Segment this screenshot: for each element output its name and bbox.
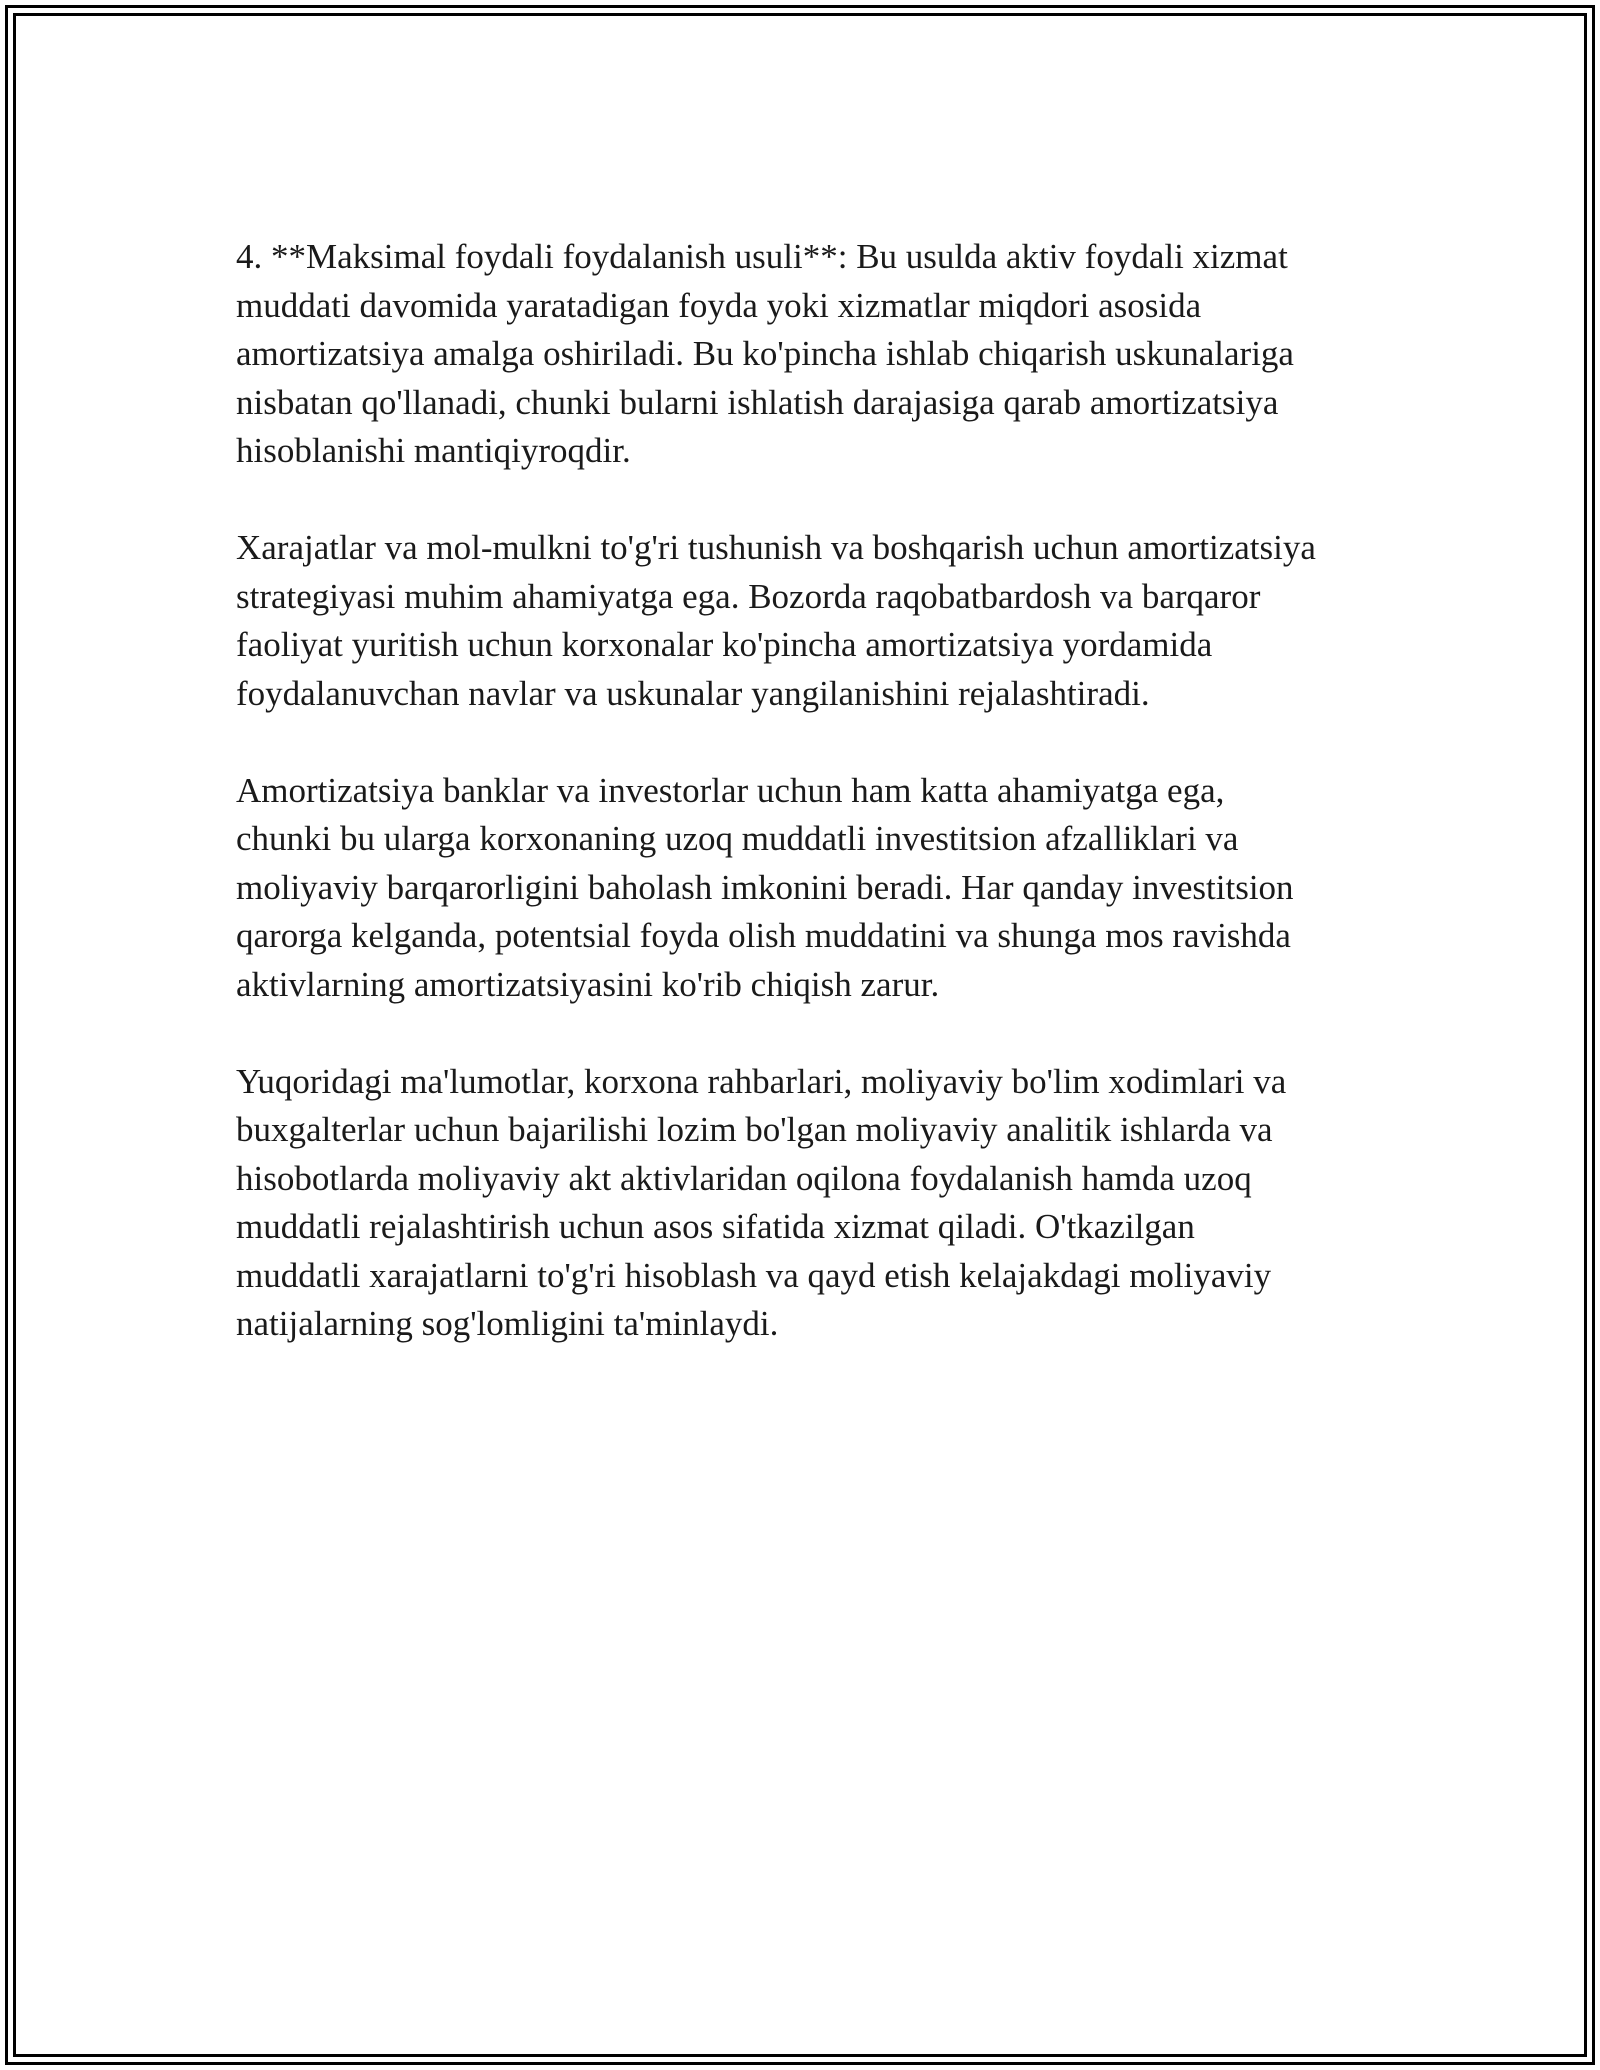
document-body bbox=[236, 233, 1396, 1397]
text-line: muddati davomida yaratadigan foyda yoki xizmatlar miqdori asosida bbox=[236, 285, 1202, 325]
text-line: 4. **Maksimal foydali foydalanish usuli**: Bu usulda aktiv foydali xizmat bbox=[236, 237, 1288, 276]
text-line: muddatli xarajatlarni to'g'ri hisoblash va qayd etish kelajakdagi moliyaviy bbox=[236, 1255, 1272, 1295]
paragraph-banks-investors bbox=[236, 767, 1396, 1010]
text-line: foydalanuvchan navlar va uskunalar yangilanishini rejalashtiradi. bbox=[236, 673, 1150, 713]
text-line: amortizatsiya amalga oshiriladi. Bu ko'pincha ishlab chiqarish uskunalariga bbox=[236, 334, 1294, 373]
text-line: Amortizatsiya banklar va investorlar uchun ham katta ahamiyatga ega, bbox=[236, 770, 1225, 810]
text-line: qarorga kelganda, potentsial foyda olish muddatini va shunga mos ravishda bbox=[236, 916, 1291, 955]
text-line: hisoblanishi mantiqiyroqdir. bbox=[236, 431, 631, 470]
paragraph-conclusion bbox=[236, 1058, 1396, 1349]
text-line: Yuqoridagi ma'lumotlar, korxona rahbarlari, moliyaviy bo'lim xodimlari va bbox=[236, 1061, 1287, 1101]
text-line: hisobotlarda moliyaviy akt aktivlaridan oqilona foydalanish hamda uzoq bbox=[236, 1158, 1252, 1198]
paragraph-strategy bbox=[236, 524, 1396, 718]
text-line: chunki bu ularga korxonaning uzoq muddatli investitsion afzalliklari va bbox=[236, 819, 1239, 858]
text-line: nisbatan qo'llanadi, chunki bularni ishlatish darajasiga qarab amortizatsiya bbox=[236, 382, 1279, 422]
text-line: strategiyasi muhim ahamiyatga ega. Bozorda raqobatbardosh va barqaror bbox=[236, 576, 1261, 616]
text-line: Xarajatlar va mol-mulkni to'g'ri tushunish va boshqarish uchun amortizatsiya bbox=[236, 528, 1316, 567]
text-line: natijalarning sog'lomligini ta'minlaydi. bbox=[236, 1304, 779, 1343]
paragraph-max-useful-method bbox=[236, 233, 1396, 476]
text-line: muddatli rejalashtirish uchun asos sifatida xizmat qiladi. O'tkazilgan bbox=[236, 1207, 1195, 1246]
text-line: buxgalterlar uchun bajarilishi lozim bo'lgan moliyaviy analitik ishlarda va bbox=[236, 1110, 1273, 1149]
text-line: moliyaviy barqarorligini baholash imkonini beradi. Har qanday investitsion bbox=[236, 867, 1294, 907]
text-line: aktivlarning amortizatsiyasini ko'rib chiqish zarur. bbox=[236, 964, 940, 1004]
text-line: faoliyat yuritish uchun korxonalar ko'pincha amortizatsiya yordamida bbox=[236, 625, 1213, 664]
